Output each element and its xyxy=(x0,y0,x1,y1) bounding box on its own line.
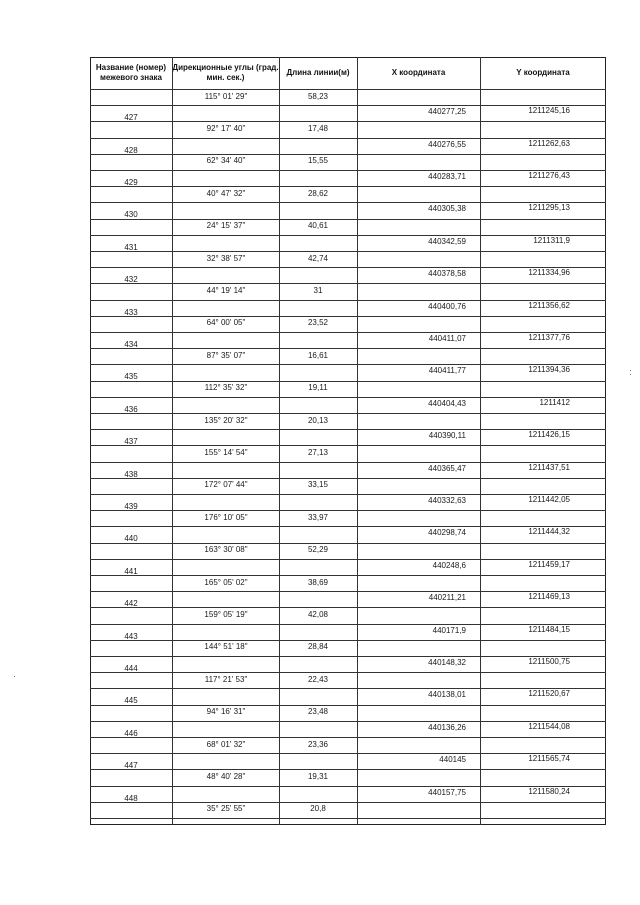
point-y-coordinate: 1211394,36 xyxy=(528,365,570,375)
table-rule xyxy=(90,154,606,155)
table-rule xyxy=(90,413,606,414)
point-name: 434 xyxy=(124,340,138,349)
point-name: 435 xyxy=(124,372,138,382)
table-rule xyxy=(90,89,606,90)
table-rule xyxy=(90,510,606,511)
point-x-coordinate: 440365,47 xyxy=(428,463,466,473)
table-rule xyxy=(90,445,606,446)
point-name: 431 xyxy=(124,242,138,252)
point-y-coordinate: 1211426,15 xyxy=(528,430,570,440)
segment-angle: 159° 05' 19" xyxy=(204,609,248,619)
segment-length: 31 xyxy=(313,285,323,295)
point-name: 438 xyxy=(124,469,138,479)
point-y-coordinate: 1211484,15 xyxy=(528,624,570,634)
point-y-coordinate: 1211377,76 xyxy=(528,333,570,342)
header-directional-angles: Дирекционные углы (град. мин. сек.) xyxy=(172,63,279,82)
point-y-coordinate: 1211444,32 xyxy=(528,527,570,537)
table-rule xyxy=(90,316,606,317)
segment-length: 33,15 xyxy=(307,480,329,490)
segment-angle: 92° 17' 40" xyxy=(206,123,246,133)
segment-angle: 64° 00' 05" xyxy=(206,318,246,328)
table-rule xyxy=(480,57,481,825)
point-x-coordinate: 440157,75 xyxy=(428,787,466,797)
header-point-name: Название (номер) межевого знака xyxy=(95,63,167,82)
point-name: 440 xyxy=(124,534,138,544)
table-rule xyxy=(90,283,606,284)
point-name: 427 xyxy=(124,113,138,123)
segment-angle: 135° 20' 32" xyxy=(204,415,248,425)
table-rule xyxy=(90,121,606,122)
table-rule xyxy=(90,640,606,641)
point-name: 445 xyxy=(124,696,138,706)
point-x-coordinate: 440276,55 xyxy=(428,139,466,149)
table-rule xyxy=(90,543,606,544)
segment-length: 22,43 xyxy=(307,674,329,684)
segment-length: 23,52 xyxy=(307,318,329,328)
segment-angle: 24° 15' 37" xyxy=(206,221,246,231)
point-y-coordinate: 1211276,43 xyxy=(528,171,570,180)
segment-length: 19,31 xyxy=(307,771,329,781)
table-rule xyxy=(90,219,606,220)
table-rule xyxy=(90,397,606,398)
segment-angle: 35° 25' 55" xyxy=(206,804,246,814)
segment-angle: 44° 19' 14" xyxy=(206,285,246,295)
point-name: 429 xyxy=(124,178,138,187)
segment-length: 15,55 xyxy=(307,156,329,166)
segment-angle: 48° 40' 28" xyxy=(206,771,246,781)
table-rule xyxy=(90,818,606,819)
point-x-coordinate: 440400,76 xyxy=(428,301,466,311)
point-x-coordinate: 440136,26 xyxy=(428,722,466,732)
segment-angle: 176° 10' 05" xyxy=(204,512,248,522)
header-line-length: Длина линии(м) xyxy=(286,68,350,77)
segment-angle: 94° 16' 31" xyxy=(206,707,246,717)
point-y-coordinate: 1211412 xyxy=(539,397,570,407)
table-rule xyxy=(90,186,606,187)
point-x-coordinate: 440332,63 xyxy=(428,496,466,505)
segment-angle: 117° 21' 53" xyxy=(204,674,248,684)
segment-angle: 32° 38' 57" xyxy=(206,253,246,263)
point-y-coordinate: 1211295,13 xyxy=(528,203,570,213)
segment-length: 28,84 xyxy=(307,642,329,652)
table-rule xyxy=(90,235,606,236)
segment-length: 42,08 xyxy=(307,609,329,619)
segment-angle: 87° 35' 07" xyxy=(206,350,246,360)
segment-angle: 40° 47' 32" xyxy=(206,188,246,198)
point-x-coordinate: 440342,59 xyxy=(428,236,466,246)
point-name: 448 xyxy=(124,793,138,803)
segment-length: 17,48 xyxy=(307,123,329,133)
segment-length: 42,74 xyxy=(307,253,329,263)
point-x-coordinate: 440411,77 xyxy=(428,366,466,376)
point-y-coordinate: 1211245,16 xyxy=(528,106,570,116)
point-x-coordinate: 440211,21 xyxy=(428,593,466,603)
point-x-coordinate: 440411,07 xyxy=(428,334,466,343)
segment-length: 40,61 xyxy=(307,221,329,231)
segment-length: 16,61 xyxy=(307,350,329,360)
segment-length: 27,13 xyxy=(307,447,329,457)
point-y-coordinate: 1211544,08 xyxy=(528,721,570,731)
point-name: 446 xyxy=(124,728,138,738)
segment-angle: 172° 07' 44" xyxy=(204,480,248,490)
segment-length: 23,36 xyxy=(307,739,329,749)
point-name: 433 xyxy=(124,307,138,317)
table-rule xyxy=(90,348,606,349)
point-name: 447 xyxy=(124,761,138,771)
point-name: 436 xyxy=(124,404,138,414)
point-name: 437 xyxy=(124,437,138,447)
header-x-coordinate: X координата xyxy=(391,68,446,77)
table-rule xyxy=(90,769,606,770)
point-x-coordinate: 440145 xyxy=(439,755,466,765)
table-rule xyxy=(90,251,606,252)
point-x-coordinate: 440277,25 xyxy=(428,107,466,117)
segment-angle: 115° 01' 29" xyxy=(204,91,248,101)
segment-length: 20,8 xyxy=(310,804,326,814)
scan-speck xyxy=(630,374,631,375)
segment-length: 33,97 xyxy=(307,512,329,522)
point-y-coordinate: 1211442,05 xyxy=(528,495,570,504)
point-y-coordinate: 1211334,96 xyxy=(528,268,570,278)
segment-angle: 68° 01' 32" xyxy=(206,739,246,749)
table-rule xyxy=(90,737,606,738)
segment-length: 38,69 xyxy=(307,577,329,587)
point-name: 430 xyxy=(124,210,138,220)
point-name: 442 xyxy=(124,599,138,609)
segment-angle: 165° 05' 02" xyxy=(204,577,248,587)
point-y-coordinate: 1211262,63 xyxy=(528,138,570,148)
point-y-coordinate: 1211311,9 xyxy=(533,235,570,245)
table-rule xyxy=(90,575,606,576)
point-y-coordinate: 1211469,13 xyxy=(528,592,570,602)
point-x-coordinate: 440305,38 xyxy=(428,204,466,214)
point-x-coordinate: 440390,11 xyxy=(428,431,466,441)
point-name: 439 xyxy=(124,502,138,511)
point-x-coordinate: 440148,32 xyxy=(428,658,466,667)
point-name: 432 xyxy=(124,275,138,285)
segment-length: 58,23 xyxy=(307,91,329,101)
segment-angle: 155° 14' 54" xyxy=(204,447,248,457)
table-rule xyxy=(279,57,280,825)
point-x-coordinate: 440248,6 xyxy=(432,560,466,570)
point-x-coordinate: 440283,71 xyxy=(428,172,466,181)
point-name: 443 xyxy=(124,631,138,641)
segment-length: 23,48 xyxy=(307,707,329,717)
segment-angle: 163° 30' 08" xyxy=(204,545,248,555)
point-name: 441 xyxy=(124,566,138,576)
table-rule xyxy=(90,802,606,803)
point-name: 428 xyxy=(124,145,138,155)
point-y-coordinate: 1211520,67 xyxy=(528,689,570,699)
segment-length: 19,11 xyxy=(308,383,328,393)
point-y-coordinate: 1211459,17 xyxy=(528,559,570,569)
header-y-coordinate: Y координата xyxy=(516,68,570,77)
point-y-coordinate: 1211500,75 xyxy=(528,657,570,666)
table-rule xyxy=(90,607,606,608)
segment-length: 20,13 xyxy=(307,415,329,425)
segment-angle: 144° 51' 18" xyxy=(204,642,248,652)
point-y-coordinate: 1211565,74 xyxy=(528,754,570,764)
scan-speck xyxy=(14,676,15,677)
point-name: 444 xyxy=(124,664,138,673)
point-x-coordinate: 440298,74 xyxy=(428,528,466,538)
segment-length: 52,29 xyxy=(307,545,329,555)
table-rule xyxy=(90,672,606,673)
point-x-coordinate: 440404,43 xyxy=(428,398,466,408)
point-y-coordinate: 1211437,51 xyxy=(528,462,570,472)
point-x-coordinate: 440138,01 xyxy=(428,690,466,700)
point-x-coordinate: 440378,58 xyxy=(428,269,466,279)
table-rule xyxy=(90,381,606,382)
point-x-coordinate: 440171,9 xyxy=(432,625,466,635)
table-rule xyxy=(172,57,173,825)
table-rule xyxy=(357,57,358,825)
table-rule xyxy=(90,478,606,479)
scan-speck xyxy=(630,370,631,371)
segment-angle: 62° 34' 40" xyxy=(206,156,246,166)
segment-length: 28,62 xyxy=(307,188,329,198)
segment-angle: 112° 35' 32" xyxy=(204,383,248,393)
point-y-coordinate: 1211580,24 xyxy=(528,786,570,796)
table-rule xyxy=(90,705,606,706)
point-y-coordinate: 1211356,62 xyxy=(528,300,570,310)
